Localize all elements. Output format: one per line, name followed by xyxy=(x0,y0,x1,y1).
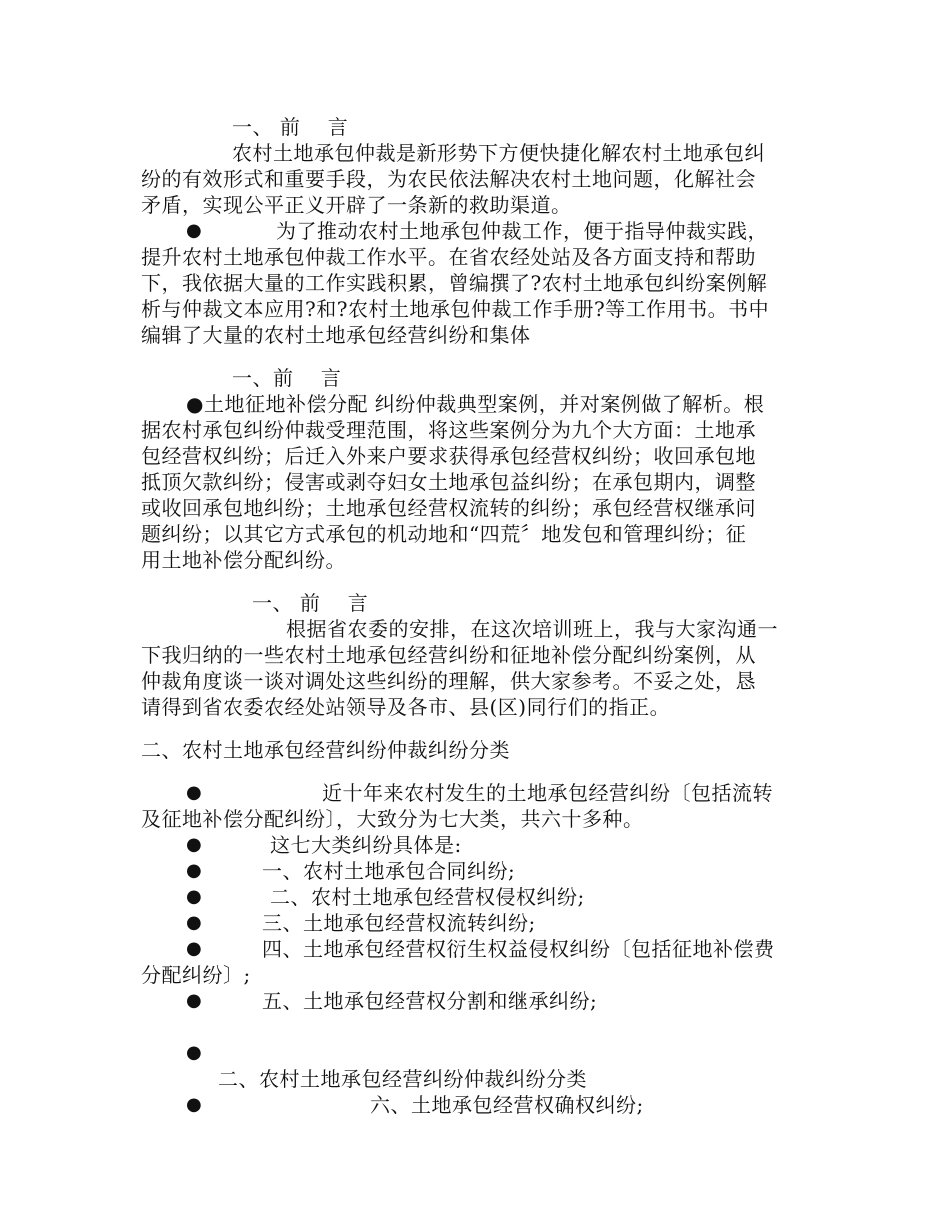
section1-para2-line5: 编辑了大量的农村土地承包经营纠纷和集体 xyxy=(141,323,531,347)
section5-heading: 二、农村土地承包经营纠纷仲裁纠纷分类 xyxy=(218,1067,587,1091)
bullet-icon: ● xyxy=(186,886,202,907)
bullet-icon: ● xyxy=(186,834,202,855)
section1-para2-line2: 提升农村土地承包仲裁工作水平。在省农经处站及各方面支持和帮助 xyxy=(141,245,756,269)
section1-para1-line2: 纷的有效形式和重要手段，为农民依法解决农村土地问题，化解社会 xyxy=(141,167,756,191)
section1-para1-line3: 矛盾，实现公平正义开辟了一条新的救助渠道。 xyxy=(141,193,572,217)
section1-para1-line1: 农村土地承包仲裁是新形势下方便快捷化解农村土地承包纠 xyxy=(232,141,765,165)
section4-item-1: 一、农村土地承包合同纠纷; xyxy=(262,859,516,883)
section3-heading: 一、 前 言 xyxy=(252,591,369,615)
section3-line3: 仲裁角度谈一谈对调处这些纠纷的理解，供大家参考。不妥之处，恳 xyxy=(141,669,756,693)
section4-item-2: 二、农村土地承包经营权侵权纠纷; xyxy=(270,885,585,909)
section4-item-4-cont: 分配纠纷〕; xyxy=(141,963,251,987)
section4-intro-line2: 及征地补偿分配纠纷〕，大致分为七大类，共六十多种。 xyxy=(141,807,644,831)
section2-line6: 题纠纷；以其它方式承包的机动地和“四荒〞地发包和管理纠纷；征 xyxy=(141,522,747,546)
section2-line4: 抵顶欠款纠纷；侵害或剥夺妇女土地承包益纠纷；在承包期内，调整 xyxy=(141,470,756,494)
section2-line3: 包经营权纠纷；后迁入外来户要求获得承包经营权纠纷；收回承包地 xyxy=(141,444,756,468)
bullet-icon: ● xyxy=(186,1094,202,1115)
section2-line7: 用土地补偿分配纠纷。 xyxy=(141,548,346,572)
section3-line1: 根据省农委的安排，在这次培训班上，我与大家沟通一 xyxy=(286,617,778,641)
bullet-icon: ● xyxy=(186,782,202,803)
section2-line2: 据农村承包纠纷仲裁受理范围，将这些案例分为九个大方面：土地承 xyxy=(141,418,756,442)
section1-para2-line3: 下，我依据大量的工作实践积累，曾编撰了?农村土地承包纠纷案例解 xyxy=(141,271,768,295)
section1-para2-line4: 析与仲裁文本应用?和?农村土地承包仲裁工作手册?等工作用书。书中 xyxy=(141,297,770,321)
bullet-icon: ● xyxy=(186,938,202,959)
section4-item-intro: 这七大类纠纷具体是: xyxy=(270,833,462,857)
bullet-icon: ● xyxy=(186,1042,202,1063)
bullet-icon: ● xyxy=(186,990,202,1011)
bullet-icon: ● xyxy=(186,220,202,241)
section4-item-4: 四、土地承包经营权衍生权益侵权纠纷〔包括征地补偿费 xyxy=(262,937,775,961)
bullet-icon: ● xyxy=(186,860,202,881)
section3-line2: 下我归纳的一些农村土地承包经营纠纷和征地补偿分配纠纷案例，从 xyxy=(141,643,756,667)
section2-line5: 或收回承包地纠纷；土地承包经营权流转的纠纷；承包经营权继承问 xyxy=(141,496,756,520)
section3-line4: 请得到省农委农经处站领导及各市、县(区)同行们的指正。 xyxy=(141,695,671,719)
bullet-icon: ● xyxy=(186,912,202,933)
section2-line1: ●土地征地补偿分配 纠纷仲裁典型案例，并对案例做了解析。根 xyxy=(186,392,765,416)
section1-heading: 一、 前 言 xyxy=(232,115,349,139)
section4-intro-line1: 近十年来农村发生的土地承包经营纠纷〔包括流转 xyxy=(322,781,773,805)
section5-item-6: 六、土地承包经营权确权纠纷; xyxy=(370,1093,644,1117)
section1-para2-line1: 为了推动农村土地承包仲裁工作，便于指导仲裁实践， xyxy=(276,219,768,243)
section2-heading: 一、前 言 xyxy=(232,366,342,390)
section4-item-5: 五、土地承包经营权分割和继承纠纷; xyxy=(262,989,598,1013)
section4-item-3: 三、土地承包经营权流转纠纷; xyxy=(262,911,536,935)
section4-heading: 二、农村土地承包经营纠纷仲裁纠纷分类 xyxy=(141,738,510,762)
